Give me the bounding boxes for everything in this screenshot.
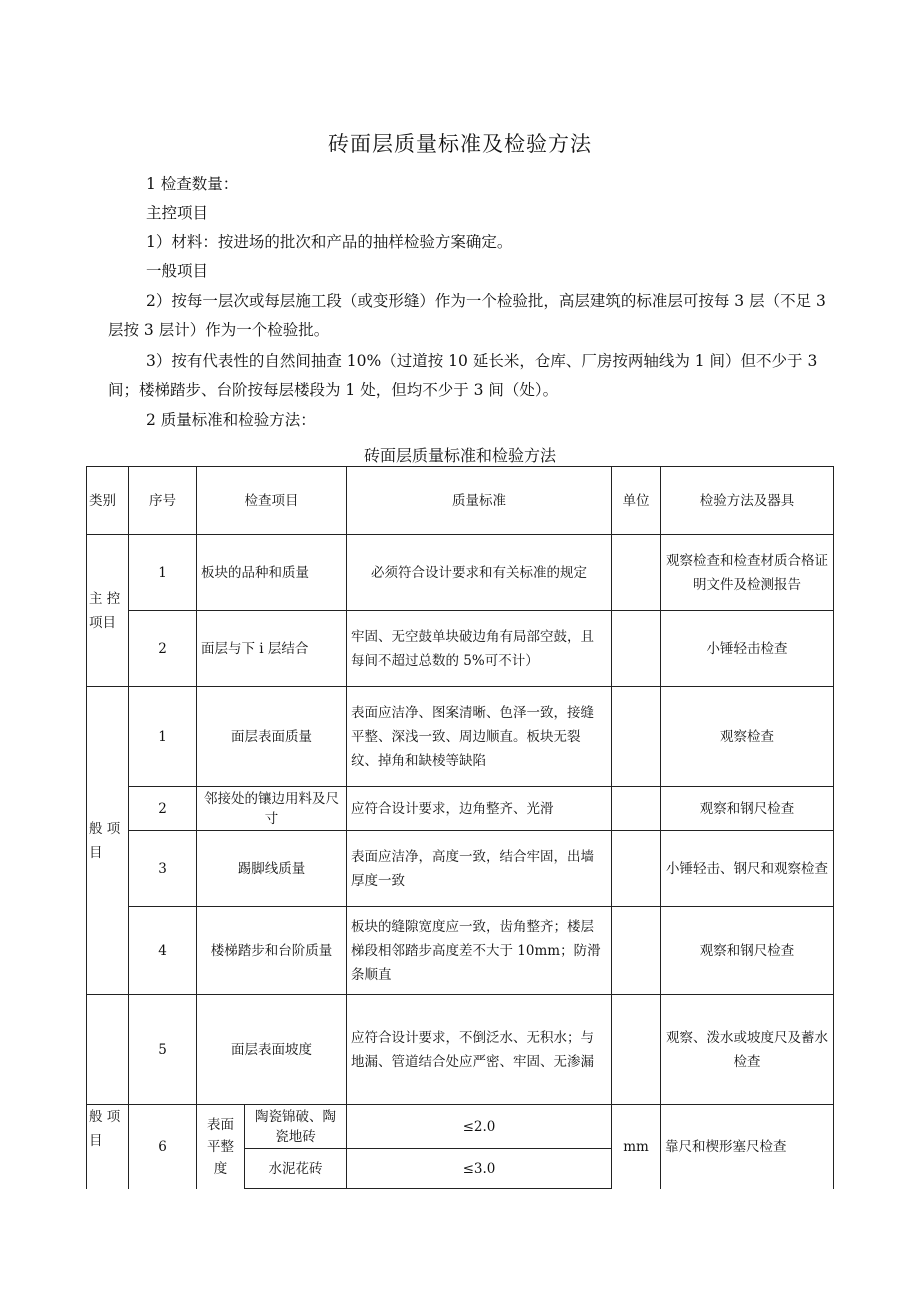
row-standard: 必须符合设计要求和有关标准的规定 [347, 535, 612, 611]
category-main-control: 主 控 项目 [87, 535, 129, 687]
row-unit [612, 535, 661, 611]
row-standard: 板块的缝隙宽度应一致，齿角整齐；楼层梯段相邻踏步高度差不大于 10mm；防滑条顺直 [347, 907, 612, 995]
row-item: 踢脚线质量 [197, 831, 347, 907]
header-no: 序号 [129, 467, 197, 535]
row-unit [612, 687, 661, 787]
row-item [197, 787, 347, 831]
header-item: 检查项目 [197, 467, 347, 535]
row-no: 3 [129, 831, 197, 907]
table-row [87, 787, 834, 831]
row-method: 小锤轻击、钢尺和观察检查 [661, 831, 834, 907]
quality-standard-table [86, 466, 834, 1189]
row-unit [612, 907, 661, 995]
table-header-row [87, 467, 834, 535]
table-row [87, 907, 834, 995]
row-no: 1 [129, 535, 197, 611]
row-item-text: 邻接处的镶边用料及尺寸 [204, 790, 339, 827]
header-unit: 单位 [612, 467, 661, 535]
table-row [87, 535, 834, 611]
row-standard: 表面应洁净，高度一致，结合牢固，出墙厚度一致 [347, 831, 612, 907]
paragraph-material: 1）材料：按进场的批次和产品的抽样检验方案确定。 [146, 233, 513, 251]
table-row-flatness-1 [87, 1105, 834, 1149]
subheading-main-control: 主控项目 [146, 204, 209, 222]
header-category: 类别 [87, 467, 129, 535]
row-no: 1 [129, 687, 197, 787]
flatness-unit: mm [612, 1105, 661, 1189]
paragraph-inspection-lot: 2）按每一层次或每层施工段（或变形缝）作为一个检验批，高层建筑的标准层可按每 3 层（不足 3 层按 3 层计）作为一个检验批。 [108, 292, 826, 339]
row-item: 面层与下 i 层结合 [197, 611, 347, 687]
table-row [87, 611, 834, 687]
row-method: 观察和钢尺检查 [661, 907, 834, 995]
category-general-3: 般 项 目 [87, 1105, 129, 1189]
table-row [87, 687, 834, 787]
header-method: 检验方法及器具 [661, 467, 834, 535]
table-row [87, 831, 834, 907]
row-unit [612, 787, 661, 831]
subheading-general: 一般项目 [146, 262, 209, 280]
paragraph-sampling: 3）按有代表性的自然间抽查 10%（过道按 10 延长米，仓库、厂房按两轴线为 1 间）但不少于 3 间；楼梯踏步、台阶按每层楼段为 1 处，但均不少于 3 间（处）。 [108, 352, 818, 399]
row-no: 2 [129, 787, 197, 831]
category-general: 般 项 目 [87, 687, 129, 995]
flatness-sub-item-2: 水泥花砖 [245, 1149, 347, 1189]
category-general-2-spacer [89, 1003, 124, 1097]
row-standard: 应符合设计要求，不倒泛水、无积水；与地漏、管道结合处应严密、牢固、无渗漏 [347, 995, 612, 1105]
row-standard: 应符合设计要求，边角整齐、光滑 [347, 787, 612, 831]
row-unit [612, 611, 661, 687]
flatness-group-label: 表面平整度 [197, 1105, 245, 1189]
section-heading-inspection-quantity: 1 检查数量： [146, 175, 239, 193]
row-standard: 表面应洁净、图案清晰、色泽一致，接缝平整、深浅一致、周边顺直。板块无裂纹、掉角和缺棱等缺陷 [347, 687, 612, 787]
section-heading-quality-standard: 2 质量标准和检验方法： [146, 411, 316, 429]
row-method: 观察、泼水或坡度尺及蓄水检查 [661, 995, 834, 1105]
page-title: 砖面层质量标准及检验方法 [328, 132, 592, 156]
flatness-method: 靠尺和楔形塞尺检查 [661, 1105, 834, 1189]
flatness-sub-item-1: 陶瓷锦破、陶瓷地砖 [245, 1105, 347, 1149]
row-item: 面层表面质量 [197, 687, 347, 787]
table-caption: 砖面层质量标准和检验方法 [363, 446, 556, 465]
row-method: 小锤轻击检查 [661, 611, 834, 687]
row-no: 6 [129, 1105, 197, 1189]
row-standard: 牢固、无空鼓单块破边角有局部空鼓，且每间不超过总数的 5%可不计） [347, 611, 612, 687]
row-unit [612, 831, 661, 907]
flatness-sub-value-2: ≤3.0 [347, 1149, 612, 1189]
row-method: 观察检查和检查材质合格证明文件及检测报告 [661, 535, 834, 611]
row-method: 观察和钢尺检查 [661, 787, 834, 831]
row-no: 2 [129, 611, 197, 687]
header-standard: 质量标准 [347, 467, 612, 535]
row-item: 面层表面坡度 [197, 995, 347, 1105]
table-row [87, 995, 834, 1105]
row-no: 4 [129, 907, 197, 995]
row-item: 板块的品种和质量 [197, 535, 347, 611]
row-method: 观察检查 [661, 687, 834, 787]
row-item: 楼梯踏步和台阶质量 [197, 907, 347, 995]
category-general-2 [87, 995, 129, 1105]
row-unit [612, 995, 661, 1105]
row-no: 5 [129, 995, 197, 1105]
flatness-sub-value-1: ≤2.0 [347, 1105, 612, 1149]
